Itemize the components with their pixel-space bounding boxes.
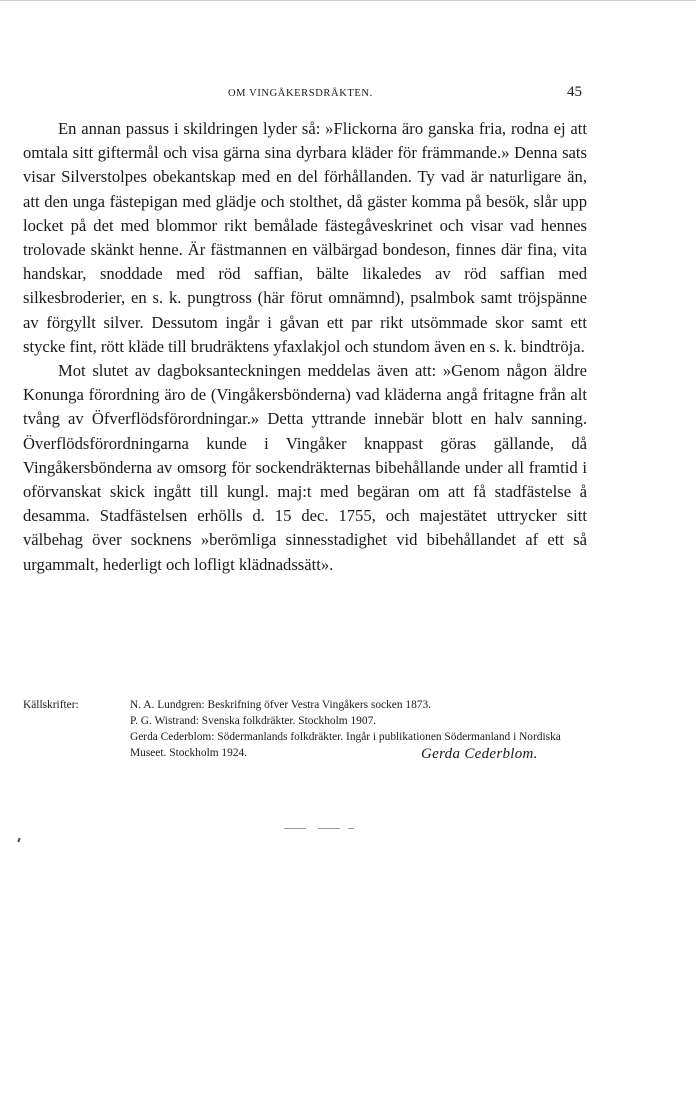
- page-header: [0, 84, 696, 108]
- sources-label: Källskrifter:: [23, 699, 79, 711]
- end-rule: [348, 828, 354, 829]
- source-row: [23, 697, 593, 713]
- end-rule: [318, 828, 340, 829]
- stray-ink-mark: [17, 838, 20, 842]
- paragraph-2: Mot slutet av dagboksanteckningen meddelas även att: »Genom någon äldre Konunga förordning äro de (Vingåkersbönderna) vad kläderna angå fritagne från alt tvång av Öfverflödsförordningar.» Detta yttrande innebär blott en halv sanning. Överflödsförordningarna kunde i Vingåker knappast göras gällande, då Vingåkersbönderna av omsorg för sockendräkternas bibehållande under all framtid i oförvanskat skick ingått till kungl. maj:t med begäran om att få stadfästelse å desamma. Stadfästelsen erhölls d. 15 dec. 1755, och majestätet uttrycker sitt välbehag över socknens »berömliga sinnesstadighet vid bibehållandet af ett så urgammalt, hederligt och lofligt klädnadssätt».: [23, 361, 587, 574]
- body-text: [23, 117, 587, 577]
- author-signature: Gerda Cederblom.: [421, 746, 538, 762]
- source-entry: N. A. Lundgren: Beskrifning öfver Vestra Vingåkers socken 1873.: [130, 699, 432, 711]
- running-title: OM VINGÅKERSDRÄKTEN.: [228, 88, 373, 99]
- source-entry: Gerda Cederblom: Södermanlands folkdräkter. Ingår i publikationen Södermanland i Nordiska Museet. Stockholm 1924.: [130, 731, 561, 759]
- page-number: 45: [567, 84, 582, 100]
- paragraph-1: En annan passus i skildringen lyder så: »Flickorna äro ganska fria, rodna ej att omtala sitt giftermål och visa gärna sina dyrbara kläder för främmande.» Denna sats visar Silverstolpes obekantskap med en del förhållanden. Ty vad är naturligare än, att den unga fästepigan med glädje och stolthet, då gäster komma på besök, slår upp locket på det med blommor rikt bemålade fästegåveskrinet och visar vad hennes trolovade skänkt henne. Är fästmannen en välbärgad bondeson, finnes där fina, vita handskar, snoddade med röd saffian, bälte likaledes av röd saffian med silkesbroderier, en s. k. pungtross (här förut omnämnd), psalmbok samt tröjspänne av förgyllt silver. Dessutom ingår i gåvan ett par rikt utsömmade skor samt ett stycke fint, rött kläde till brudräktens yfaxlakjol och stundom även en s. k. bindtröja.: [23, 119, 587, 356]
- source-entry: P. G. Wistrand: Svenska folkdräkter. Stockholm 1907.: [130, 715, 377, 727]
- page-top-edge: [0, 0, 696, 1]
- end-rule: [284, 828, 306, 829]
